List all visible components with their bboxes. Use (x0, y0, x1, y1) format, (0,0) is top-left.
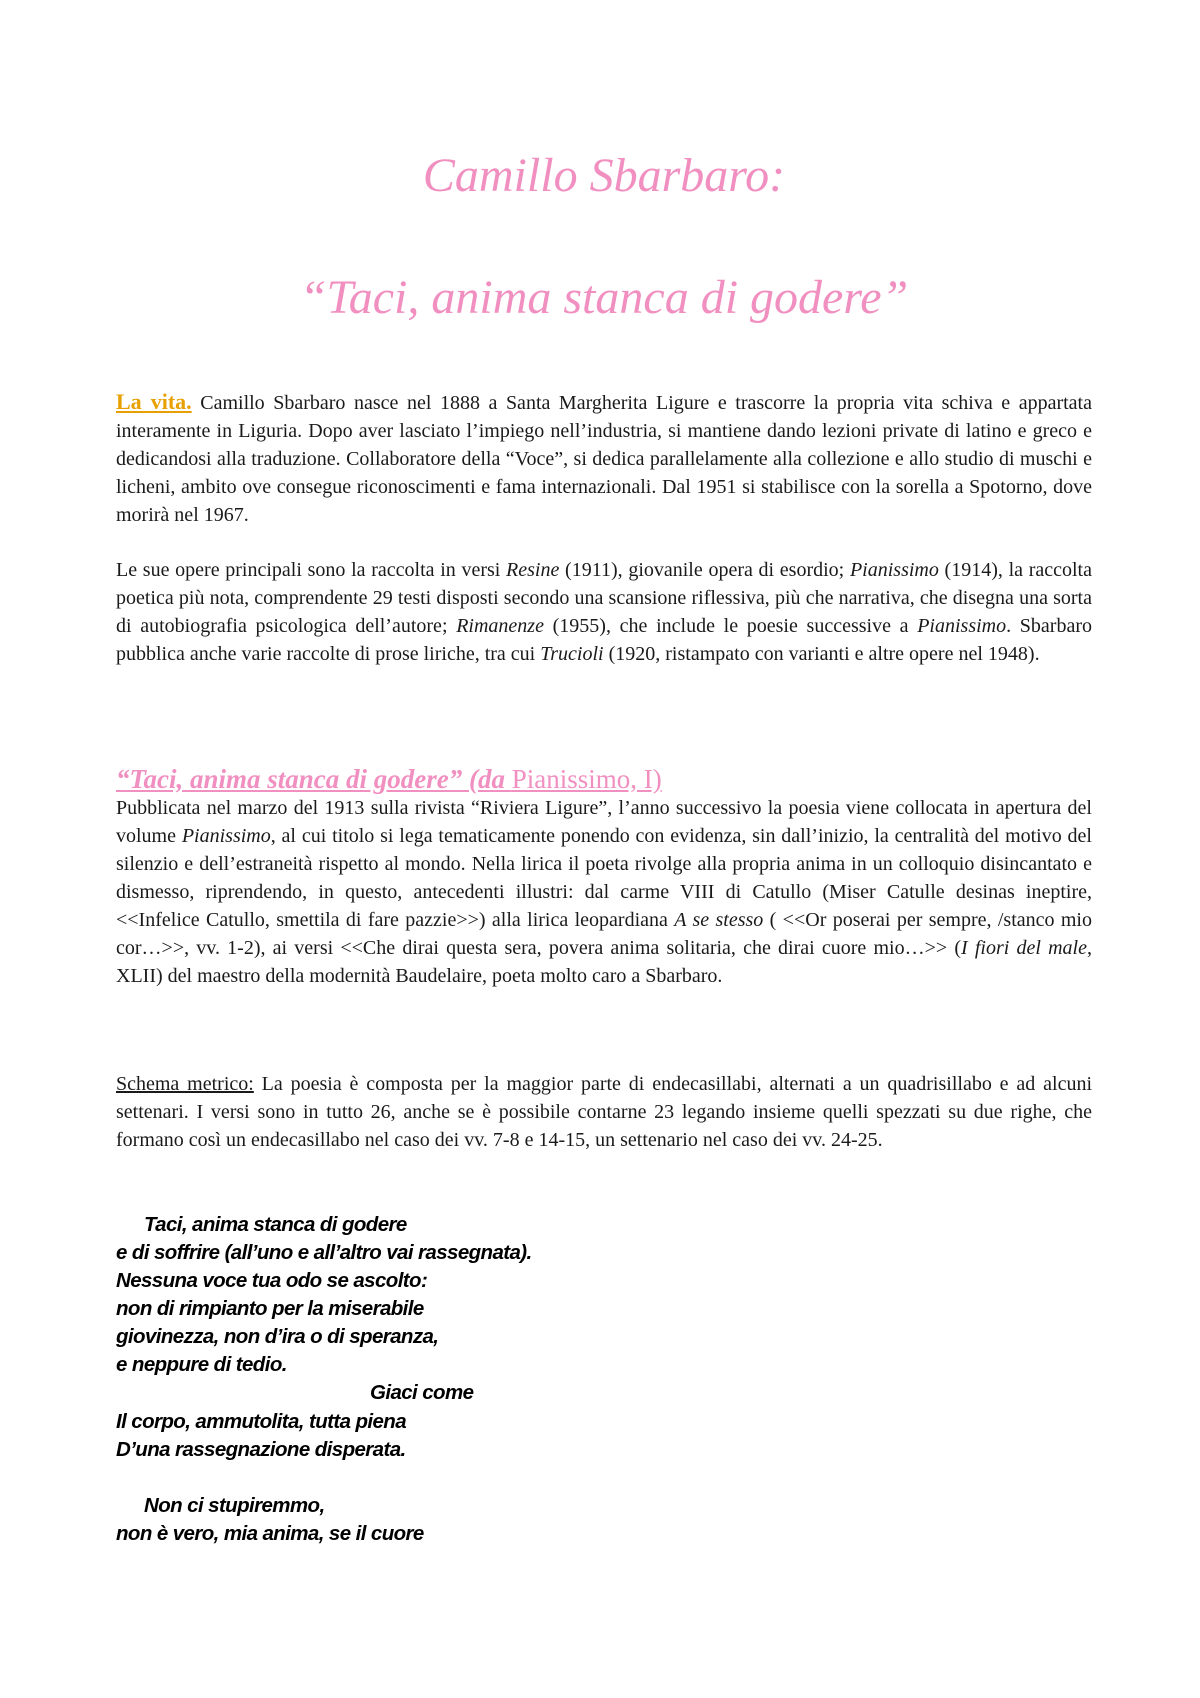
pub-title-fiori: I fiori del male (961, 937, 1087, 959)
opere-text-3: (1914), la raccolta poetica più nota, comprendente 29 testi disposti secondo una scansione riflessiva, più che narrativa, che disegna una sorta di autobiografia psicologica dell’autore; (116, 559, 1092, 637)
schema-paragraph (116, 1070, 1092, 1154)
pub-text-4: , XLII) del maestro della modernità Baudelaire, poeta molto caro a Sbarbaro. (116, 937, 1092, 987)
author-title: Camillo Sbarbaro: (422, 149, 786, 202)
opere-text-6: (1920, ristampato con varianti e altre opere nel 1948). (603, 643, 1040, 665)
poem-line: giovinezza, non d’ira o di speranza, (116, 1325, 439, 1348)
poem-title: “Taci, anima stanca di godere” (299, 271, 909, 324)
section-heading-wrap (116, 763, 1092, 795)
poem-line: Non ci stupiremmo, (144, 1494, 325, 1517)
poem-line: D’una rassegnazione disperata. (116, 1438, 406, 1461)
poem-line: Giaci come (370, 1381, 474, 1404)
pub-title-a-se-stesso: A se stesso (674, 909, 764, 931)
schema-label: Schema metrico: (116, 1073, 254, 1095)
opere-title-resine: Resine (506, 559, 560, 581)
opere-text-5: . Sbarbaro pubblica anche varie raccolte di prose liriche, tra cui (116, 615, 1092, 665)
poem-line: non di rimpianto per la miserabile (116, 1297, 424, 1320)
vita-label: La vita. (116, 389, 192, 414)
opere-text-2: (1911), giovanile opera di esordio; (559, 559, 850, 581)
poem-line: Il corpo, ammutolita, tutta piena (116, 1410, 407, 1433)
opere-title-pianissimo-2: Pianissimo (917, 615, 1007, 637)
section-heading (116, 763, 1092, 795)
poem-line: e neppure di tedio. (116, 1353, 287, 1376)
pubblicata-paragraph (116, 794, 1092, 990)
opere-text-1: Le sue opere principali sono la raccolta in versi (116, 559, 507, 581)
poem-line: e di soffrire (all’uno e all’altro vai rassegnata). (116, 1241, 532, 1264)
pub-text-3: ( <<Or poserai per sempre, /stanco mio cor…>>, vv. 1-2), ai versi <<Che dirai questa sera, povera anima solitaria, che dirai cuore mio…>> ( (116, 909, 1092, 959)
pub-title-pianissimo: Pianissimo (181, 825, 271, 847)
vita-text: Camillo Sbarbaro nasce nel 1888 a Santa Margherita Ligure e trascorre la propria vita schiva e appartata interamente in Liguria. Dopo aver lasciato l’impiego nell’industria, si mantiene dando lezioni private di latino e greco e dedicandosi alla traduzione. Collaboratore della “Voce”, si dedica parallelamente alla collezione e allo studio di muschi e licheni, ambito ove consegue riconoscimenti e fama internazionali. Dal 1951 si stabilisce con la sorella a Spotorno, dove morirà nel 1967. (116, 392, 1092, 526)
vita-paragraph (116, 388, 1092, 529)
section-heading-regular: Pianissimo, I) (511, 764, 662, 794)
pub-text-2: , al cui titolo si lega tematicamente ponendo con evidenza, sin dall’inizio, la centralità del motivo del silenzio e dell’estraneità rispetto al mondo. Nella lirica il poeta rivolge alla propria anima in un colloquio disincantato e dismesso, riprendendo, in questo, antecedenti illustri: dal carme VIII di Catullo (Miser Catulle desinas ineptire, <<Infelice Catullo, smettila di fare pazzie>>) alla lirica leopardiana (116, 825, 1092, 931)
opere-title-pianissimo: Pianissimo (849, 559, 939, 581)
opere-title-rimanenze: Rimanenze (456, 615, 544, 637)
poem-line: Taci, anima stanca di godere (144, 1213, 407, 1236)
poem-line: Nessuna voce tua odo se ascolto: (116, 1269, 428, 1292)
opere-text-4: (1955), che include le poesie successive a (543, 615, 918, 637)
poem-line: non è vero, mia anima, se il cuore (116, 1522, 424, 1545)
opere-title-trucioli: Trucioli (540, 643, 604, 665)
pub-text-1: Pubblicata nel marzo del 1913 sulla rivista “Riviera Ligure”, l’anno successivo la poesia viene collocata in apertura del volume (116, 797, 1092, 847)
section-heading-italic: “Taci, anima stanca di godere” (da (116, 764, 512, 794)
schema-text: La poesia è composta per la maggior parte di endecasillabi, alternati a un quadrisillabo e ad alcuni settenari. I versi sono in tutto 26, anche se è possibile contarne 23 legando insieme quelli spezzati su due righe, che formano così un endecasillabo nel caso dei vv. 7-8 e 14-15, un settenario nel caso dei vv. 24-25. (116, 1073, 1093, 1151)
opere-paragraph (116, 556, 1092, 668)
